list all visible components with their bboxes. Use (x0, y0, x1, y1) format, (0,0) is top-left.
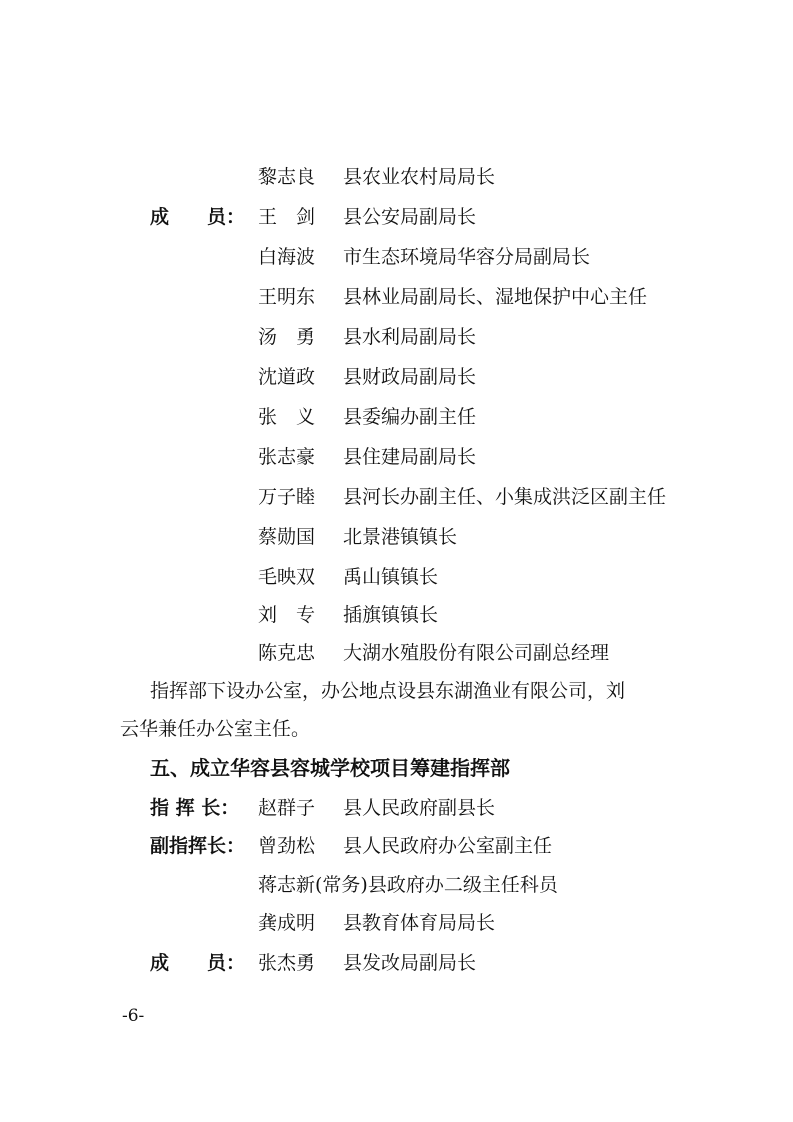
person-title: 县人民政府办公室副主任 (343, 835, 553, 857)
list-item (0, 242, 793, 272)
list-item (0, 870, 793, 900)
members-label: 成 员： (150, 952, 246, 974)
person-name: 沈道政 (258, 366, 316, 388)
person-entry: 蒋志新(常务)县政府办二级主任科员 (258, 874, 558, 896)
person-name: 黎志良 (258, 166, 316, 188)
office-paragraph-line-2: 云华兼任办公室主任。 (120, 718, 311, 740)
person-title: 县人民政府副县长 (343, 797, 496, 819)
person-name: 张杰勇 (258, 952, 316, 974)
person-name: 蔡勋国 (258, 526, 316, 548)
list-item (0, 522, 793, 552)
person-title: 县委编办副主任 (343, 406, 477, 428)
person-name: 张 义 (258, 406, 316, 428)
section-heading: 五、成立华容县容城学校项目筹建指挥部 (150, 756, 510, 780)
person-name: 王 剑 (258, 206, 316, 228)
commander-label: 指 挥 长： (150, 797, 240, 819)
person-name: 白海波 (258, 246, 316, 268)
person-title: 县财政局副局长 (343, 366, 477, 388)
list-item (0, 202, 793, 232)
person-title: 市生态环境局华容分局副局长 (343, 246, 591, 268)
person-title: 县住建局副局长 (343, 446, 477, 468)
person-title: 县农业农村局局长 (343, 166, 496, 188)
list-item (0, 793, 793, 823)
person-title: 禹山镇镇长 (343, 566, 439, 588)
list-item (0, 362, 793, 392)
person-name: 张志豪 (258, 446, 316, 468)
members-label: 成 员： (150, 206, 246, 228)
list-item (0, 831, 793, 861)
list-item (0, 322, 793, 352)
list-item (0, 442, 793, 472)
office-paragraph-line-1: 指挥部下设办公室，办公地点设县东湖渔业有限公司，刘 (150, 680, 626, 702)
person-title: 县林业局副局长、湿地保护中心主任 (343, 286, 648, 308)
list-item (0, 638, 793, 668)
list-item (0, 562, 793, 592)
person-name: 王明东 (258, 286, 316, 308)
person-name: 刘 专 (258, 604, 316, 626)
page-number: -6- (122, 1006, 145, 1026)
person-title: 县发改局副局长 (343, 952, 477, 974)
list-item (0, 600, 793, 630)
person-title: 插旗镇镇长 (343, 604, 439, 626)
person-name: 万子睦 (258, 486, 316, 508)
person-name: 赵群子 (258, 797, 316, 819)
person-name: 曾劲松 (258, 835, 316, 857)
list-item (0, 162, 793, 192)
person-title: 县河长办副主任、小集成洪泛区副主任 (343, 486, 667, 508)
person-title: 县教育体育局局长 (343, 912, 496, 934)
person-name: 汤 勇 (258, 326, 316, 348)
deputy-commander-label: 副指挥长： (150, 835, 246, 857)
list-item (0, 908, 793, 938)
person-name: 陈克忠 (258, 642, 316, 664)
person-name: 龚成明 (258, 912, 316, 934)
person-title: 县水利局副局长 (343, 326, 477, 348)
person-title: 县公安局副局长 (343, 206, 477, 228)
list-item (0, 482, 793, 512)
person-title: 大湖水殖股份有限公司副总经理 (343, 642, 610, 664)
list-item (0, 402, 793, 432)
list-item (0, 948, 793, 978)
list-item (0, 282, 793, 312)
person-name: 毛映双 (258, 566, 316, 588)
person-title: 北景港镇镇长 (343, 526, 458, 548)
